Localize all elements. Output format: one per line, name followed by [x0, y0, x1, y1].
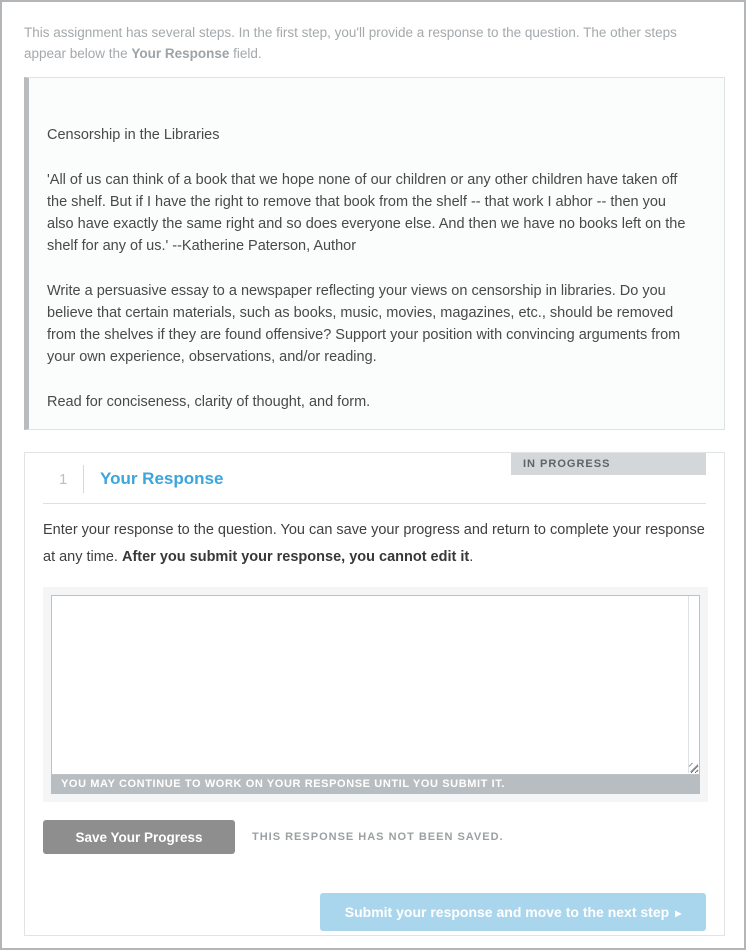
submit-button-label: Submit your response and move to the next step [344, 904, 670, 920]
response-textarea-wrapper [43, 587, 708, 802]
unsaved-status-text: THIS RESPONSE HAS NOT BEEN SAVED. [252, 831, 504, 843]
textarea-shell [51, 595, 700, 775]
status-badge: IN PROGRESS [511, 453, 706, 475]
response-textarea[interactable] [51, 595, 700, 775]
prompt-guidance: Read for conciseness, clarity of thought, and form. [47, 394, 371, 410]
instructions-warning-bold: After you submit your response, you cannot edit it [121, 549, 470, 565]
arrow-right-icon: ▸ [675, 906, 682, 920]
intro-text-before: This assignment has several steps. In the first step, you'll provide a response to the question. The other steps appear below the [24, 25, 677, 61]
response-instructions [43, 517, 706, 571]
prompt-title: Censorship in the Libraries [47, 127, 220, 143]
section-title: Your Response [100, 469, 224, 488]
continue-working-note: YOU MAY CONTINUE TO WORK ON YOUR RESPONSE UNTIL YOU SUBMIT IT. [51, 775, 700, 794]
instructions-text: Enter your response to the question. You can save your progress and return to complete your response at any time. [43, 522, 705, 565]
submit-response-button[interactable] [320, 893, 706, 931]
intro-text-after: field. [229, 46, 262, 61]
assignment-intro [24, 22, 722, 64]
your-response-section [24, 452, 725, 936]
prompt-quote: 'All of us can think of a book that we hope none of our children or any other children have taken off the shelf. But if I have the right to remove that book from the shelf -- that work I abhor -- then you also have exactly the same right and so does everyone else. And then we have no books left on the shelf for any of us.' --Katherine Paterson, Author [47, 172, 686, 254]
question-prompt-box [24, 77, 725, 430]
section-rule [43, 503, 706, 504]
submit-row [43, 893, 706, 931]
save-progress-button[interactable]: Save Your Progress [43, 820, 235, 854]
save-row [43, 820, 706, 854]
intro-bold-your-response: Your Response [131, 46, 230, 61]
header-divider [83, 465, 84, 493]
step-number: 1 [59, 470, 68, 488]
instructions-end: . [469, 549, 474, 565]
prompt-task: Write a persuasive essay to a newspaper reflecting your views on censorship in libraries. Do you believe that certain materials, such as books, music, movies, magazines, etc., should be removed from the shelves if they are found offensive? Support your position with convincing arguments from your own experience, observations, and/or reading. [47, 283, 681, 365]
